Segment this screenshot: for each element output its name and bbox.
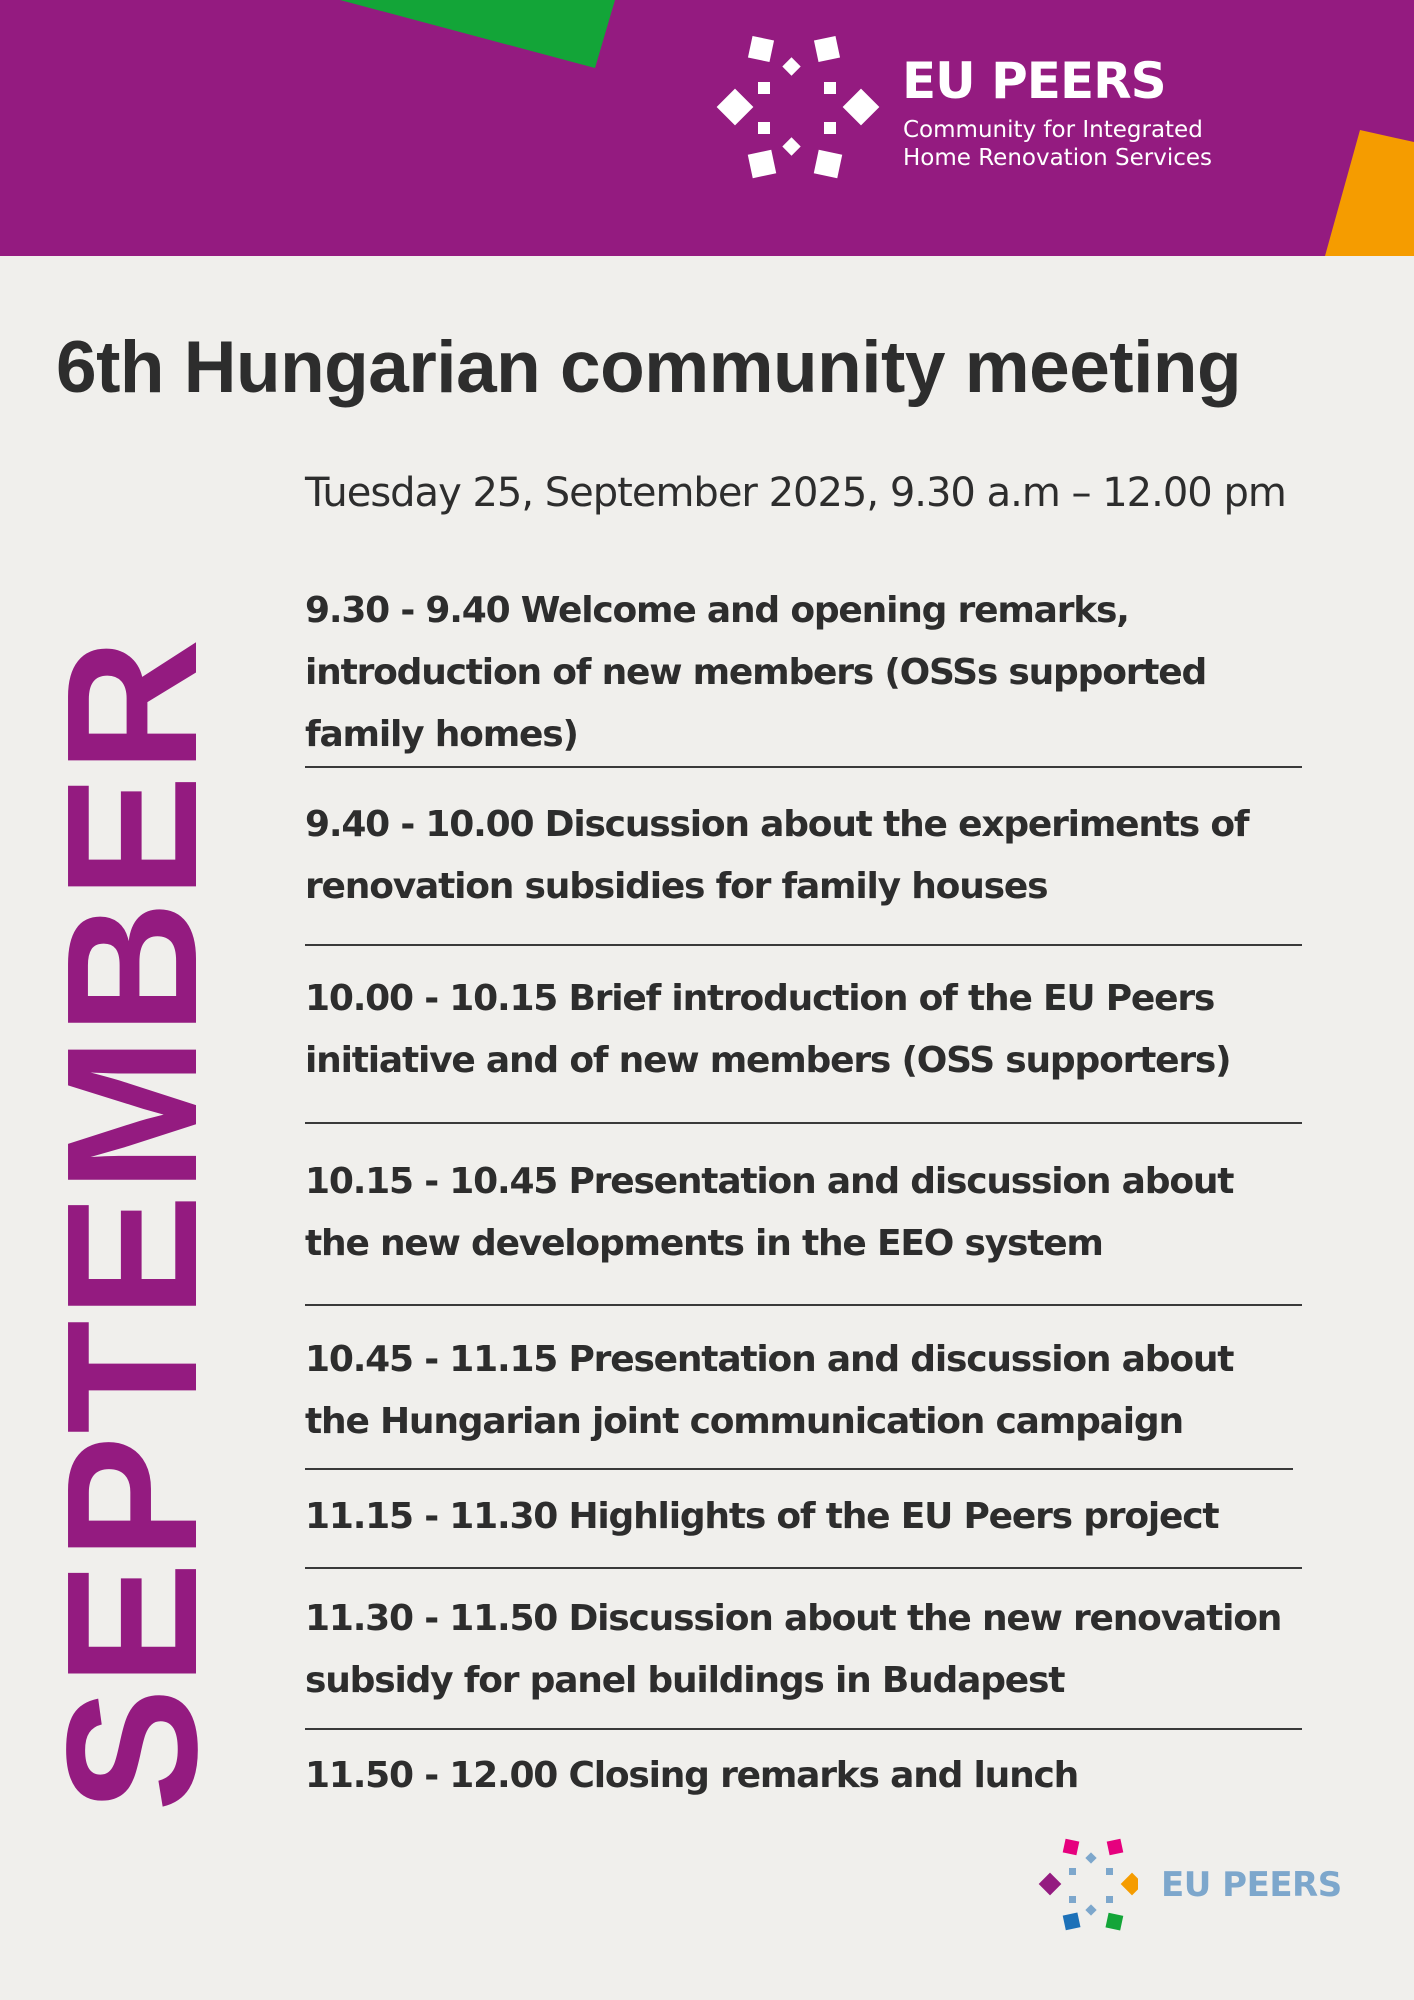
divider [305, 1304, 1302, 1306]
agenda-item: 10.45 - 11.15 Presentation and discussion about the Hungarian joint communication campaign [305, 1339, 1234, 1442]
logo-subtitle: Community for Integrated Home Renovation Services [903, 117, 1213, 171]
event-date: Tuesday 25, September 2025, 9.30 a.m – 12.00 pm [305, 470, 1286, 516]
footer-logo-text: EU PEERS [1161, 1865, 1342, 1905]
agenda-item: 10.15 - 10.45 Presentation and discussion about the new developments in the EEO system [305, 1161, 1234, 1264]
agenda-item: 9.40 - 10.00 Discussion about the experiments of renovation subsidies for family houses [305, 804, 1249, 907]
logo-title: EU PEERS [902, 52, 1166, 110]
page-title: 6th Hungarian community meeting [56, 327, 1242, 408]
divider [305, 766, 1302, 768]
divider [305, 944, 1302, 946]
divider [305, 1567, 1302, 1569]
agenda-item: 11.50 - 12.00 Closing remarks and lunch [305, 1755, 1079, 1796]
divider [305, 1468, 1293, 1470]
agenda-item: 9.30 - 9.40 Welcome and opening remarks, introduction of new members (OSSs supported family homes) [305, 590, 1207, 755]
divider [305, 1122, 1302, 1124]
divider [305, 1728, 1302, 1730]
agenda-item: 11.15 - 11.30 Highlights of the EU Peers project [305, 1496, 1219, 1537]
eu-peers-logo-icon [712, 32, 882, 184]
agenda-item: 11.30 - 11.50 Discussion about the new renovation subsidy for panel buildings in Budapest [305, 1598, 1282, 1701]
header-banner [0, 0, 1414, 256]
footer-logo-icon [1038, 1838, 1138, 1938]
agenda-item: 10.00 - 10.15 Brief introduction of the EU Peers initiative and of new members (OSS supporters) [305, 978, 1231, 1081]
month-label: SEPTEMBER [29, 636, 236, 1812]
